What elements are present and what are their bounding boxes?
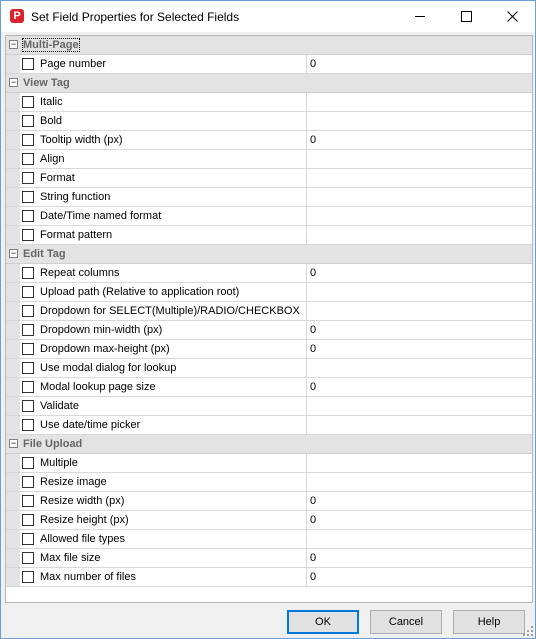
property-row[interactable] xyxy=(6,530,532,549)
property-label: Modal lookup page size xyxy=(40,381,156,393)
ok-button[interactable]: OK xyxy=(287,610,359,634)
property-row[interactable] xyxy=(6,492,532,511)
property-checkbox[interactable] xyxy=(22,324,34,336)
property-checkbox[interactable] xyxy=(22,286,34,298)
row-margin xyxy=(6,568,20,586)
property-value[interactable]: 0 xyxy=(310,267,317,279)
name-cell xyxy=(20,112,307,130)
property-checkbox[interactable] xyxy=(22,96,34,108)
property-checkbox[interactable] xyxy=(22,153,34,165)
property-value[interactable]: 0 xyxy=(310,134,317,146)
property-checkbox[interactable] xyxy=(22,571,34,583)
property-label: Align xyxy=(40,153,65,165)
property-label: Allowed file types xyxy=(40,533,125,545)
property-label: Bold xyxy=(40,115,63,127)
row-margin xyxy=(6,321,20,339)
help-button[interactable]: Help xyxy=(453,610,525,634)
property-label: Use date/time picker xyxy=(40,419,141,431)
property-label: Max number of files xyxy=(40,571,136,583)
cancel-button[interactable]: Cancel xyxy=(370,610,442,634)
close-icon xyxy=(507,11,518,22)
property-checkbox[interactable] xyxy=(22,58,34,70)
row-margin xyxy=(6,207,20,225)
property-value[interactable]: 0 xyxy=(310,552,317,564)
window-title: Set Field Properties for Selected Fields xyxy=(31,10,240,24)
property-row[interactable] xyxy=(6,188,532,207)
close-button[interactable] xyxy=(489,1,535,32)
property-row[interactable] xyxy=(6,302,532,321)
row-margin xyxy=(6,378,20,396)
property-label: Page number xyxy=(40,58,107,70)
section-header[interactable] xyxy=(6,435,532,454)
property-checkbox[interactable] xyxy=(22,552,34,564)
property-label: Max file size xyxy=(40,552,101,564)
section-header[interactable] xyxy=(6,36,532,55)
collapse-icon[interactable]: − xyxy=(10,438,17,448)
property-label: String function xyxy=(40,191,111,203)
row-margin xyxy=(6,511,20,529)
property-row[interactable] xyxy=(6,93,532,112)
app-icon: P xyxy=(10,9,24,23)
property-checkbox[interactable] xyxy=(22,400,34,412)
row-margin xyxy=(6,549,20,567)
property-value[interactable]: 0 xyxy=(310,514,317,526)
row-margin xyxy=(6,283,20,301)
row-margin xyxy=(6,473,20,491)
property-row[interactable] xyxy=(6,112,532,131)
minimize-icon xyxy=(415,16,425,17)
row-margin xyxy=(6,492,20,510)
row-margin xyxy=(6,131,20,149)
collapse-icon[interactable]: − xyxy=(10,77,17,87)
property-row[interactable] xyxy=(6,226,532,245)
property-value[interactable]: 0 xyxy=(310,381,317,393)
property-value[interactable]: 0 xyxy=(310,571,317,583)
property-checkbox[interactable] xyxy=(22,476,34,488)
property-checkbox[interactable] xyxy=(22,305,34,317)
property-checkbox[interactable] xyxy=(22,495,34,507)
row-margin xyxy=(6,188,20,206)
property-row[interactable] xyxy=(6,454,532,473)
section-label: Multi-Page xyxy=(23,39,79,51)
row-margin xyxy=(6,55,20,73)
property-value[interactable]: 0 xyxy=(310,58,317,70)
maximize-icon xyxy=(461,11,472,22)
resize-grip-icon[interactable] xyxy=(523,626,533,636)
property-row[interactable] xyxy=(6,359,532,378)
name-cell xyxy=(20,93,307,111)
property-row[interactable] xyxy=(6,169,532,188)
property-label: Resize width (px) xyxy=(40,495,125,507)
collapse-icon[interactable]: − xyxy=(10,248,17,258)
property-row[interactable] xyxy=(6,131,532,150)
property-label: Multiple xyxy=(40,457,78,469)
row-margin xyxy=(6,416,20,434)
property-checkbox[interactable] xyxy=(22,191,34,203)
property-label: Resize height (px) xyxy=(40,514,129,526)
property-label: Resize image xyxy=(40,476,107,488)
row-margin xyxy=(6,150,20,168)
property-label: Dropdown max-height (px) xyxy=(40,343,170,355)
property-row[interactable] xyxy=(6,378,532,397)
property-value[interactable]: 0 xyxy=(310,324,317,336)
property-row[interactable] xyxy=(6,283,532,302)
property-label: Format pattern xyxy=(40,229,113,241)
minimize-button[interactable] xyxy=(397,1,443,32)
property-label: Format xyxy=(40,172,75,184)
property-row[interactable] xyxy=(6,568,532,587)
row-margin xyxy=(6,264,20,282)
property-checkbox[interactable] xyxy=(22,229,34,241)
row-margin xyxy=(6,112,20,130)
section-header[interactable] xyxy=(6,74,532,93)
row-margin xyxy=(6,226,20,244)
property-row[interactable] xyxy=(6,511,532,530)
property-label: Repeat columns xyxy=(40,267,120,279)
property-checkbox[interactable] xyxy=(22,134,34,146)
section-label: File Upload xyxy=(23,438,83,450)
property-label: Upload path (Relative to application root) xyxy=(40,286,240,298)
property-checkbox[interactable] xyxy=(22,457,34,469)
property-checkbox[interactable] xyxy=(22,115,34,127)
property-checkbox[interactable] xyxy=(22,381,34,393)
property-checkbox[interactable] xyxy=(22,172,34,184)
property-row[interactable] xyxy=(6,549,532,568)
maximize-button[interactable] xyxy=(443,1,489,32)
property-checkbox[interactable] xyxy=(22,210,34,222)
section-label: Edit Tag xyxy=(23,248,66,260)
section-header[interactable] xyxy=(6,245,532,264)
property-row[interactable] xyxy=(6,321,532,340)
row-margin xyxy=(6,302,20,320)
row-margin xyxy=(6,454,20,472)
property-label: Use modal dialog for lookup xyxy=(40,362,177,374)
row-margin xyxy=(6,169,20,187)
property-row[interactable] xyxy=(6,55,532,74)
collapse-icon[interactable]: − xyxy=(10,39,17,49)
property-label: Validate xyxy=(40,400,79,412)
section-label: View Tag xyxy=(23,77,70,89)
property-row[interactable] xyxy=(6,264,532,283)
row-margin xyxy=(6,359,20,377)
property-row[interactable] xyxy=(6,340,532,359)
property-row[interactable] xyxy=(6,473,532,492)
property-label: Dropdown for SELECT(Multiple)/RADIO/CHECKBOX xyxy=(40,305,300,317)
title-bar xyxy=(1,1,535,32)
row-margin xyxy=(6,397,20,415)
property-checkbox[interactable] xyxy=(22,362,34,374)
property-checkbox[interactable] xyxy=(22,267,34,279)
row-margin xyxy=(6,530,20,548)
row-margin xyxy=(6,93,20,111)
property-row[interactable] xyxy=(6,397,532,416)
property-label: Tooltip width (px) xyxy=(40,134,123,146)
property-label: Date/Time named format xyxy=(40,210,162,222)
row-margin xyxy=(6,340,20,358)
property-label: Dropdown min-width (px) xyxy=(40,324,163,336)
property-row[interactable] xyxy=(6,207,532,226)
property-checkbox[interactable] xyxy=(22,419,34,431)
property-row[interactable] xyxy=(6,416,532,435)
property-value[interactable]: 0 xyxy=(310,495,317,507)
property-value[interactable]: 0 xyxy=(310,343,317,355)
property-row[interactable] xyxy=(6,150,532,169)
property-checkbox[interactable] xyxy=(22,343,34,355)
property-checkbox[interactable] xyxy=(22,533,34,545)
property-grid[interactable] xyxy=(5,35,533,603)
property-checkbox[interactable] xyxy=(22,514,34,526)
property-label: Italic xyxy=(40,96,63,108)
